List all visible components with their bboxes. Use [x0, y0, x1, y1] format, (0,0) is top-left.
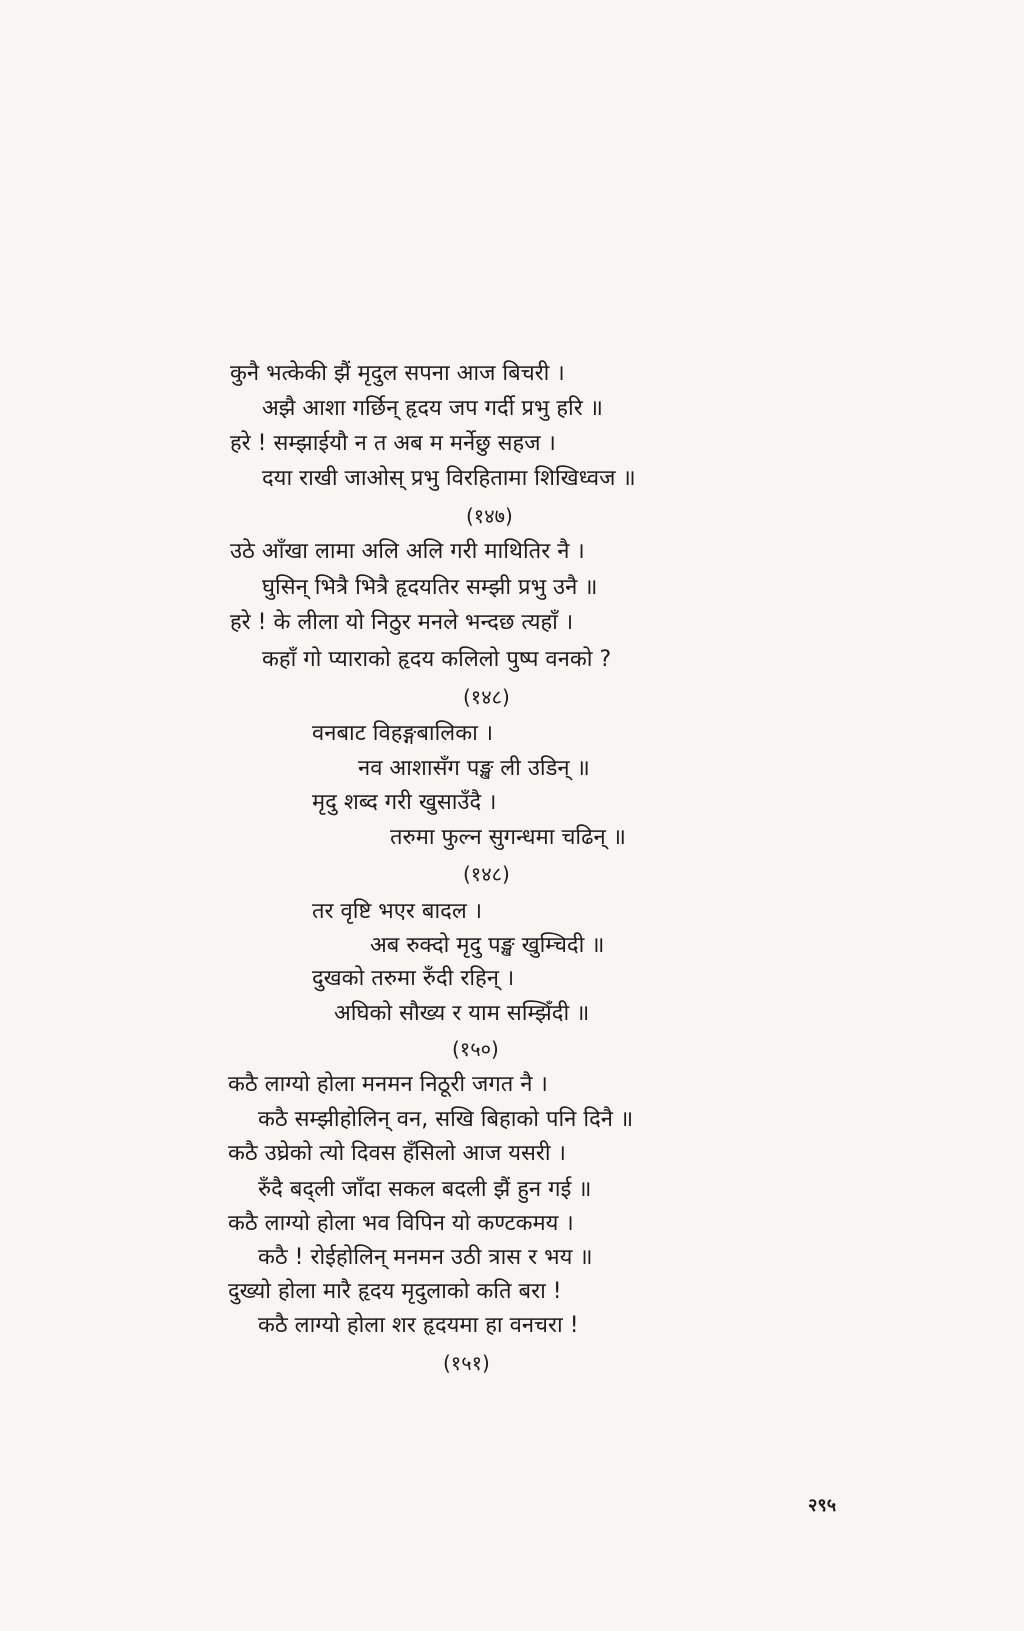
verse-line: दुख्यो होला मारै हृदय मृदुलाको कति बरा ! — [228, 1279, 562, 1304]
verse-line: मृदु शब्द गरी खुसाउँदै । — [312, 790, 497, 815]
verse-line: दया राखी जाओस् प्रभु विरहितामा शिखिध्वज ॥ — [262, 466, 636, 491]
verse-line: कठै लाग्यो होला मनमन निठूरी जगत नै । — [228, 1072, 548, 1097]
verse-line: उठे आँखा लामा अलि अलि गरी माथितिर नै । — [230, 539, 585, 564]
verse-line: तर वृष्टि भएर बादल । — [312, 899, 483, 924]
verse-number: (१४८) — [463, 862, 510, 886]
verse-line: रुँदै बद्ली जाँदा सकल बदली झैं हुन गई ॥ — [258, 1177, 592, 1202]
verse-line: दुखको तरुमा रुँदी रहिन् । — [312, 966, 515, 991]
verse-line: कठै लाग्यो होला भव विपिन यो कण्टकमय । — [228, 1211, 574, 1236]
verse-line: कठै सम्झीहोलिन् वन, सखि बिहाको पनि दिनै ॥ — [258, 1107, 634, 1132]
verse-number: (१४७) — [466, 504, 513, 528]
verse-line: कठै उघ्रेको त्यो दिवस हँसिलो आज यसरी । — [228, 1141, 566, 1166]
verse-line: घुसिन् भित्रै भित्रै हृदयतिर सम्झी प्रभु उनै ॥ — [262, 575, 598, 600]
verse-number: (१५०) — [452, 1037, 499, 1061]
verse-line: अब रुक्दो मृदु पङ्ख खुम्चिदी ॥ — [370, 933, 605, 958]
verse-line: वनबाट विहङ्गबालिका । — [312, 721, 494, 746]
verse-number: (१४८) — [463, 685, 510, 709]
verse-line: हरे ! के लीला यो निठुर मनले भन्दछ त्यहाँ । — [230, 610, 574, 635]
verse-line: नव आशासँग पङ्ख ली उडिन् ॥ — [358, 756, 590, 781]
verse-line: कठै लाग्यो होला शर हृदयमा हा वनचरा ! — [258, 1313, 579, 1338]
verse-line: अझै आशा गर्छिन् हृदय जप गर्दी प्रभु हरि ॥ — [262, 396, 603, 421]
verse-line: कहाँ गो प्याराको हृदय कलिलो पुष्प वनको ? — [262, 647, 612, 672]
verse-line: अघिको सौख्य र याम सम्झिँदी ॥ — [334, 1001, 590, 1026]
verse-line: कठै ! रोईहोलिन् मनमन उठी त्रास र भय ॥ — [258, 1245, 593, 1270]
verse-line: हरे ! सम्झाईयौ न त अब म मर्नेछु सहज । — [230, 431, 556, 456]
verse-line: कुनै भत्केकी झैं मृदुल सपना आज बिचरी । — [230, 361, 565, 386]
page-number: २९५ — [808, 1495, 837, 1516]
verse-number: (१५१) — [443, 1351, 490, 1375]
verse-line: तरुमा फुल्न सुगन्धमा चढिन् ॥ — [390, 825, 626, 850]
